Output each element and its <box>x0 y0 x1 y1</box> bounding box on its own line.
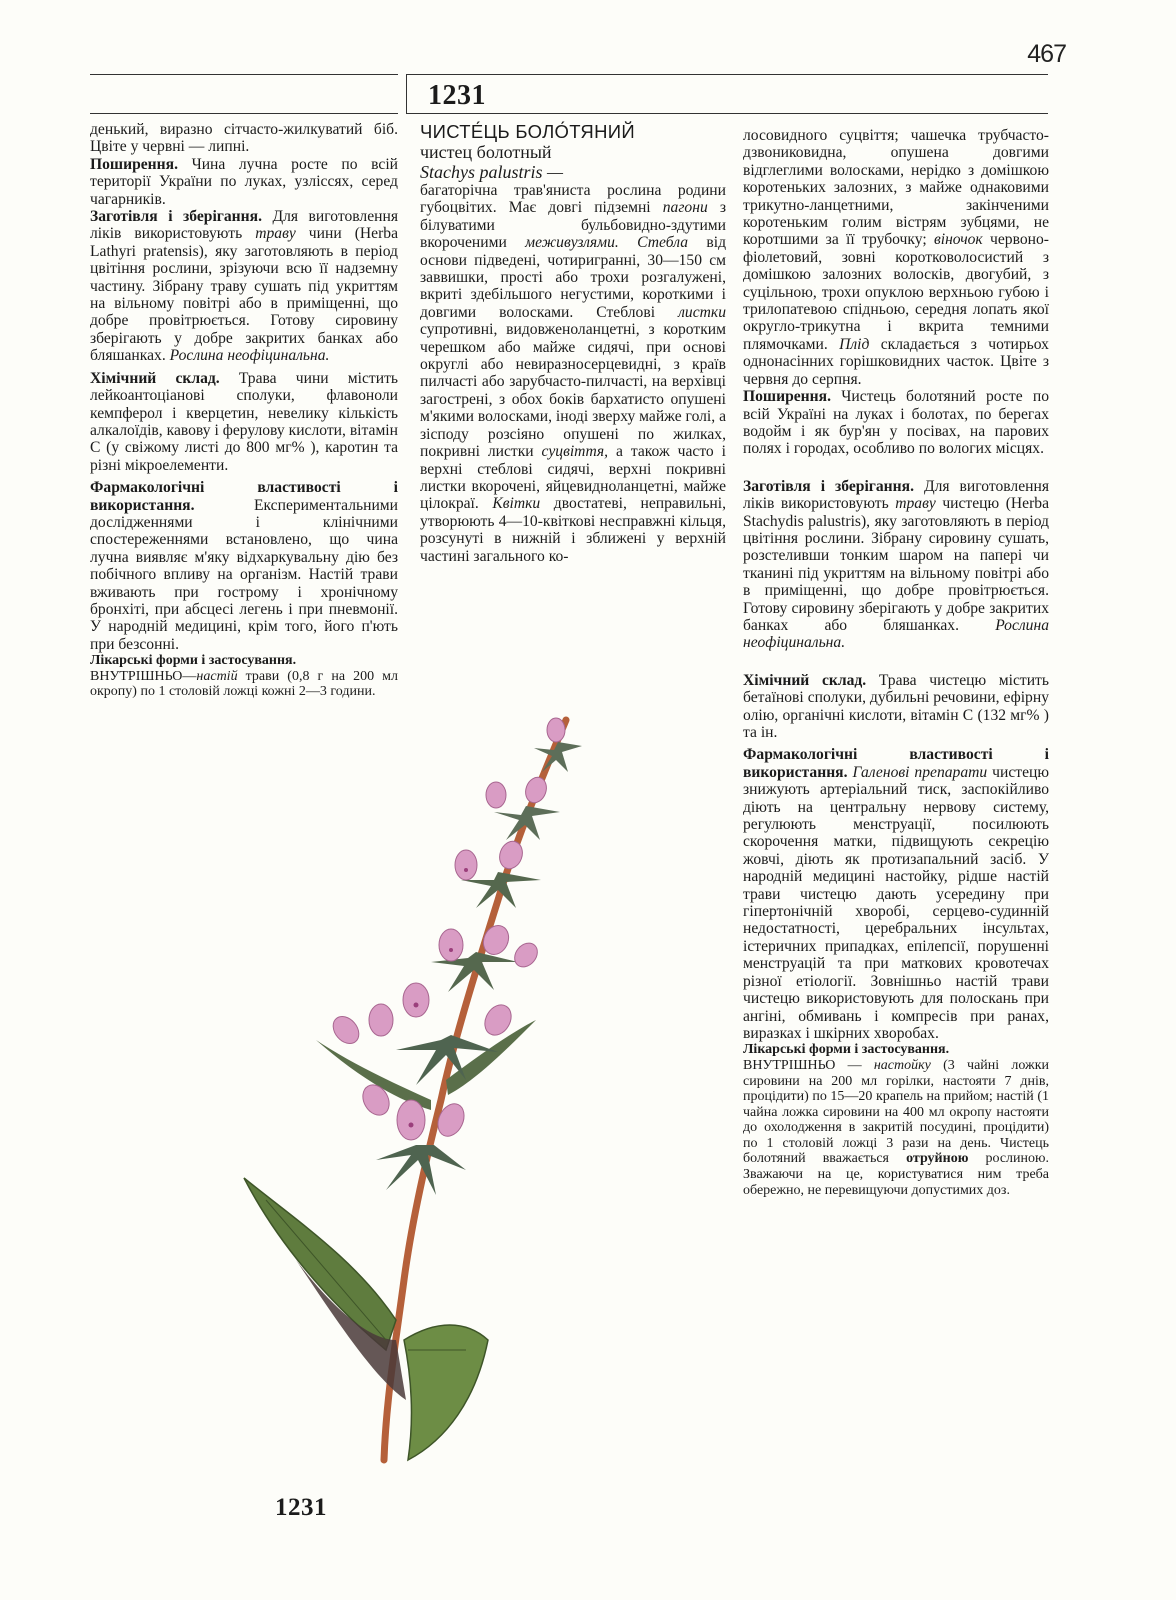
col3-pharmacology: Фармакологічні властивості і використання. Галенові препарати чистецю знижують артеріальний тиск, заспокійливо діють на центральну нервову систему, регулюють менструації, посилюють скорочення матки, підвищують секрецію жовчі, діють як протизапальний засіб. У народній медицині настойку, рідше настій трави чистецю дають усередину при гіпертонічній хворобі, серцево-судинній недостатності, церебральних інсультах, істеричних припадках, епілепсії, порушенні менструацій та при маткових кровотечах різної етіології. Зовнішньо настій трави чистецю використовують для полоскань при ангіні, обмивань і компресів при ранах, виразках і шкірних хворобах. <box>743 746 1049 1042</box>
col1-harvesting: Заготівля і зберігання. Для виготовлення ліків використовують траву чини (Herba Lathyri pratensis), яку заготовляють в період цвітіння рослини, зрізуючи всю її надземну частину. Зібрану траву сушать під укриттям на вільному повітрі або в приміщенні, що добре провітрюється. Готову сировину зберігають у добре закритих банках або бляшанках. Рослина неофіцинальна. <box>90 208 399 365</box>
header-divider <box>406 74 407 114</box>
col3-distribution-heading: Поширення. <box>743 388 831 406</box>
title-russian: чистец болотный <box>420 142 552 162</box>
col3-chemistry-heading: Хімічний склад. <box>743 671 867 689</box>
col1-distribution: Поширення. Чина лучна росте по всій території України по луках, узліссях, серед чагарників. <box>90 155 398 208</box>
column-3 <box>743 127 1049 1198</box>
lower-leaf-left <box>244 1178 396 1350</box>
col3-forms-heading: Лікарські форми і застосування. <box>743 1042 950 1058</box>
col1-harvesting-heading: Заготівля і зберігання. <box>90 208 262 226</box>
col1-chemistry: Хімічний склад. Трава чини містить лейкоантоціанові сполуки, флавоноли кемпферол і кверцетин, невелику кількість алкалоїдів, кавову і ферулову кислоти, вітамін С (у свіжому листі до 800 мг% ), каротин та різні мікроелементи. <box>90 369 398 474</box>
top-rule-right <box>407 74 1048 75</box>
col1-continuation: денький, виразно сітчасто-жилкуватий біб. Цвіте у червні — липні. <box>90 121 398 156</box>
col3-distribution: Поширення. Чистець болотяний росте по всій Україні на луках і болотах, по берегах водойм і як бур'ян у посівах, на парових полях і городах, особливо по вологих місцях. <box>743 388 1049 458</box>
bract-whorl-5 <box>494 806 560 840</box>
plant-illustration <box>236 700 676 1500</box>
header-rule-left <box>90 113 398 114</box>
col1-distribution-heading: Поширення. <box>90 155 178 173</box>
leaf-vein-left <box>266 1200 386 1340</box>
top-rule-left <box>90 74 398 75</box>
figure-number: 1231 <box>275 1494 327 1521</box>
article-number: 1231 <box>428 80 486 111</box>
col3-forms: Лікарські форми і застосування. ВНУТРІШНЬО — настойку (3 чайні ложки сировини на 200 мл горілки, настояти 7 днів, процідити) по 15—20 крапель на прийом; настій (1 чайна ложка сировини на 400 мл окропу настояти до охолодження в закритій посудині, процідити) по 1 столовій ложці 3 рази на день. Чистець болотяний вважається отруйною рослиною. Зважаючи на це, користуватися ним треба обережно, не перевищуючи допустимих доз. <box>743 1042 1049 1198</box>
col1-forms-heading: Лікарські форми і застосування. <box>90 653 297 669</box>
col3-pharmacology-heading: Фармакологічні властивості і використання. <box>743 746 1049 781</box>
col2-description: багаторічна трав'яниста рослина родини губоцвітих. Має довгі підземні пагони з білуватими бульбовидно-здутими вкороченими меживузлями. Стебла від основи підведені, чотиригранні, 30—150 см заввишки, прості або трохи розгалужені, вкриті здебільшого негустими, короткими і довгими волосками. Стеблові листки супротивні, видовженоланцетні, з коротким черешком або майже сидячі, при основі округлі або невиразносерцевидні, з країв пилчасті або зарубчасто-пилчасті, на верхівці загострені, з обох боків бархатисто опушені м'якими волосками, іноді зверху майже голі, а зісподу розсіяно опушені по жилках, покривні листки суцвіття, а також часто і верхні стеблові сидячі, верхні покривні листки вкорочені, яйцевидноланцетні, майже цілокраї. Квітки двостатеві, неправильні, утворюють 4—10-квіткові несправжні кільця, розсунуті в нижній і зближені у верхній частині загального ко- <box>420 182 727 565</box>
col1-chemistry-heading: Хімічний склад. <box>90 369 220 387</box>
col1-pharmacology: Фармакологічні властивості і використання. Експериментальними дослідженнями і клінічними спостереженнями встановлено, що чина лучна виявляє м'яку відхаркувальну дію без побічного впливу на організм. Настій трави вживають при гострому і хронічному бронхіті, при абсцесі легень і при пневмонії. У народній медицині, крім того, його п'ють при безсонні. <box>90 479 398 653</box>
col3-harvesting: Заготівля і зберігання. Для виготовлення ліків використовують траву чистецю (Herba Stachydis palustris), яку заготовляють в період цвітіння рослини. Зібрану сировину сушать, розстеливши тонким шаром на папері чи тканині під укриттям на вільному повітрі або в приміщенні, що добре провітрюється. Готову сировину зберігають у добре закритих банках або бляшанках. Рослина неофіцинальна. <box>743 477 1049 652</box>
col3-description: лосовидного суцвіття; чашечка трубчасто-дзвониковидна, опушена довгими відглеглими волосками, нерідко з домішкою коротеньких залозних, з майже однаковими трикутно-ланцетними, закінченими коротеньким голим вістрям зубцями, не коротшими за її трубочку; віночок червоно-фіолетовий, зовні коротковолосистий з домішкою залозних волосків, двогубий, з суцільною, трохи опуклою верхньою губою і трилопатевою спідньою, середня лопать якої округло-трикутна і вкрита темними плямочками. Плід складається з чотирьох однонасінних горішковидних часток. Цвіте з червня до серпня. <box>743 127 1049 388</box>
title-latin: Stachys palustris — <box>420 162 564 182</box>
col3-chemistry: Хімічний склад. Трава чистецю містить бетаїнові сполуки, дубильні речовини, ефірну олію, органічні кислоти, вітамін С (132 мг% ) та ін. <box>743 671 1049 741</box>
column-2 <box>420 121 726 565</box>
page-number: 467 <box>1027 40 1066 68</box>
title-ukrainian: ЧИСТЕ́ЦЬ БОЛО́ТЯНИЙ <box>420 121 635 142</box>
col1-pharmacology-heading: Фармакологічні властивості і використання. <box>90 479 398 514</box>
lower-leaf-right <box>404 1325 488 1460</box>
bract-whorl-6 <box>534 742 582 772</box>
bract-whorl-4 <box>461 872 541 908</box>
col3-harvesting-heading: Заготівля і зберігання. <box>743 477 914 495</box>
col1-forms: Лікарські форми і застосування. ВНУТРІШНЬО—настій трави (0,8 г на 200 мл окропу) по 1 столовій ложці кожні 2—3 години. <box>90 653 398 700</box>
column-1 <box>90 121 398 700</box>
header-rule-right <box>407 113 1048 114</box>
